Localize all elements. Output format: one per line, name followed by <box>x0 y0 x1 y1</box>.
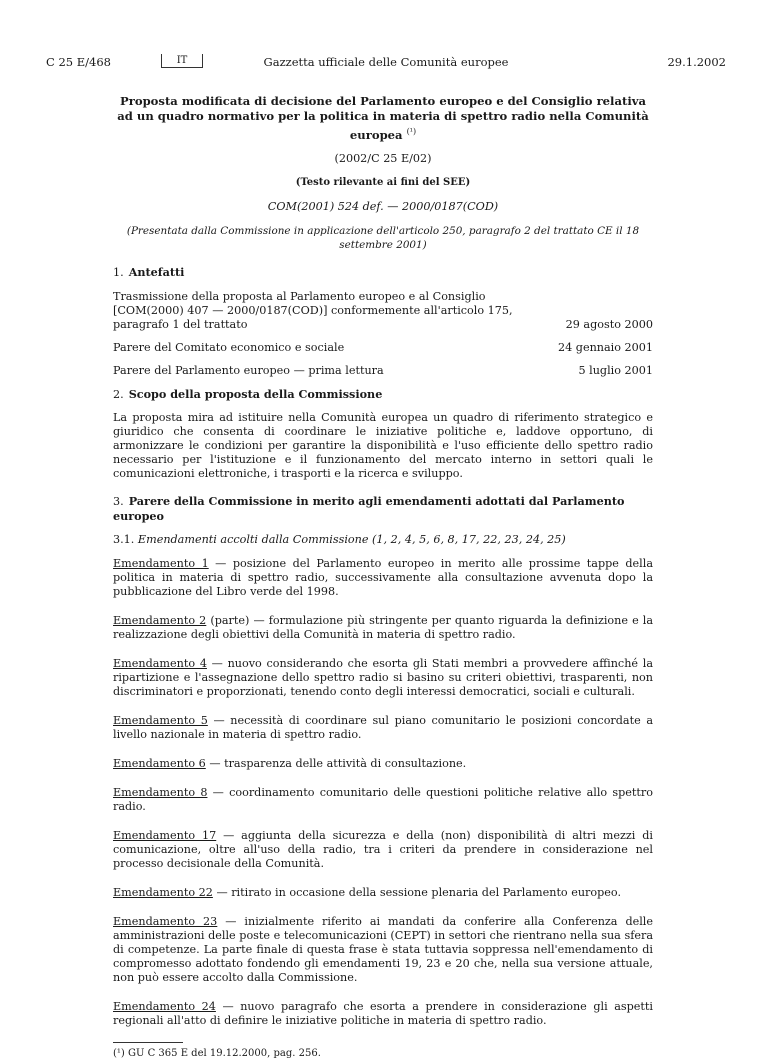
amendment-label: Emendamento 1 <box>113 556 209 570</box>
language-tag: IT <box>161 54 203 68</box>
amendment-item <box>113 886 653 900</box>
row-description: Parere del Comitato economico e sociale <box>113 340 345 354</box>
section-number: 2. <box>113 387 124 401</box>
footnote-text: GU C 365 E del 19.12.2000, pag. 256. <box>128 1047 321 1059</box>
eea-relevance-note: (Testo rilevante ai fini del SEE) <box>295 176 471 188</box>
amendment-text: (parte) — formulazione più stringente per quanto riguarda la definizione e la realizzazione degli obiettivi della Comunità in materia di spettro radio. <box>113 613 654 641</box>
section-3-heading <box>113 494 653 524</box>
table-row <box>113 290 653 332</box>
journal-issue-code: C 25 E/468 <box>46 55 111 69</box>
section-2-heading <box>113 387 653 402</box>
document-body <box>113 94 653 1061</box>
amendment-item <box>113 1000 653 1028</box>
amendment-label: Emendamento 24 <box>113 999 216 1013</box>
section-number: 3. <box>113 494 124 508</box>
amendment-label: Emendamento 6 <box>113 756 206 770</box>
document-title-text: Proposta modificata di decisione del Parlamento europeo e del Consiglio relativa ad un quadro normativo per la politica in materia di spettro radio nella Comunità europea <box>117 94 649 142</box>
amendment-text: — necessità di coordinare sul piano comunitario le posizioni concordate a livello nazionale in materia di spettro radio. <box>113 713 654 741</box>
com-reference: COM(2001) 524 def. — 2000/0187(COD) <box>267 199 499 213</box>
amendment-label: Emendamento 8 <box>113 785 208 799</box>
background-table <box>113 290 653 378</box>
amendment-text: — nuovo considerando che esorta gli Stati membri a provvedere affinché la ripartizione e l'assegnazione dello spettro radio si basino su criteri obiettivi, trasparenti, non discriminatori e proporzionati, tenendo conto degli interessi democratici, sociali e culturali. <box>113 656 653 698</box>
row-date: 5 luglio 2001 <box>578 363 653 377</box>
amendment-text: — coordinamento comunitario delle questioni politiche relative allo spettro radio. <box>113 785 653 813</box>
amendment-item <box>113 829 653 871</box>
section-number: 1. <box>113 265 124 279</box>
subsection-title: Emendamenti accolti dalla Commissione (1, 2, 4, 5, 6, 8, 17, 22, 23, 24, 25) <box>137 532 566 546</box>
document-title <box>113 94 653 143</box>
amendment-text: — trasparenza delle attività di consultazione. <box>205 756 467 770</box>
amendment-label: Emendamento 23 <box>113 914 218 928</box>
section-2-paragraph: La proposta mira ad istituire nella Comunità europea un quadro di riferimento strategico e giuridico che consenta di coordinare le iniziative politiche e, laddove opportuno, di armonizzare le condizioni per garantire la disponibilità e l'uso efficiente dello spettro radio necessario per l'istituzione e il funzionamento del mercato interno in settori quali le comunicazioni elettroniche, i trasporti e la ricerca e sviluppo. <box>113 410 653 480</box>
journal-title: Gazzetta ufficiale delle Comunità europee <box>263 55 509 69</box>
section-title: Antefatti <box>128 264 185 279</box>
footnote-marker: (¹) <box>113 1047 125 1059</box>
amendment-label: Emendamento 5 <box>113 713 208 727</box>
presentation-note: (Presentata dalla Commissione in applicazione dell'articolo 250, paragrafo 2 del trattato CE il 18 settembre 2001) <box>126 224 640 251</box>
document-reference: (2002/C 25 E/02) <box>334 151 432 165</box>
amendment-text: — posizione del Parlamento europeo in merito alle prossime tappe della politica in materia di spettro radio, successivamente alla consultazione avvenuta dopo la pubblicazione del Libro verde del 1998. <box>113 556 653 598</box>
row-description: Parere del Parlamento europeo — prima lettura <box>113 363 384 377</box>
amendment-label: Emendamento 17 <box>113 828 217 842</box>
table-row <box>113 341 653 355</box>
amendment-label: Emendamento 4 <box>113 656 207 670</box>
amendment-item <box>113 915 653 985</box>
row-date: 29 agosto 2000 <box>565 317 653 331</box>
amendment-label: Emendamento 2 <box>113 613 207 627</box>
section-1-heading <box>113 265 653 280</box>
amendment-item <box>113 657 653 699</box>
journal-date: 29.1.2002 <box>667 55 726 69</box>
table-row <box>113 364 653 378</box>
footnote-reference[interactable]: (¹) <box>406 127 417 136</box>
amendment-item <box>113 714 653 742</box>
footnote <box>113 1047 653 1061</box>
amendment-text: — nuovo paragrafo che esorta a prendere in considerazione gli aspetti regionali all'atto di definire le iniziative politiche in materia di spettro radio. <box>113 999 653 1027</box>
amendment-text: — aggiunta della sicurezza e della (non) disponibilità di altri mezzi di comunicazione, oltre all'uso della radio, tra i criteri da prendere in considerazione nel processo decisionale della Comunità. <box>113 828 654 870</box>
section-title: Scopo della proposta della Commissione <box>128 386 383 401</box>
amendment-item <box>113 557 653 599</box>
subsection-number: 3.1. <box>113 532 135 546</box>
amendment-text: — ritirato in occasione della sessione plenaria del Parlamento europeo. <box>212 885 622 899</box>
page-header <box>46 54 726 74</box>
section-title: Parere della Commissione in merito agli emendamenti adottati dal Parlamento europeo <box>113 493 625 523</box>
amendment-item <box>113 757 653 771</box>
amendment-item <box>113 786 653 814</box>
subsection-3-1-heading <box>113 533 653 547</box>
row-date: 24 gennaio 2001 <box>558 340 653 354</box>
footnote-divider <box>113 1042 183 1043</box>
amendment-item <box>113 614 653 642</box>
amendment-text: — inizialmente riferito ai mandati da conferire alla Conferenza delle amministrazioni delle poste e telecomunicazioni (CEPT) in settori che rientrano nella sua sfera di competenze. La parte finale di questa frase è stata tuttavia soppressa nell'emendamento di compromesso adottato fondendo gli emendamenti 19, 23 e 20 che, nella sua versione attuale, non può essere accolto dalla Commissione. <box>113 914 654 984</box>
row-description: Trasmissione della proposta al Parlamento europeo e al Consiglio [COM(2000) 407 — 2000/0187(COD)] conformemente all'articolo 175, paragrafo 1 del trattato <box>113 289 513 331</box>
amendment-label: Emendamento 22 <box>113 885 213 899</box>
